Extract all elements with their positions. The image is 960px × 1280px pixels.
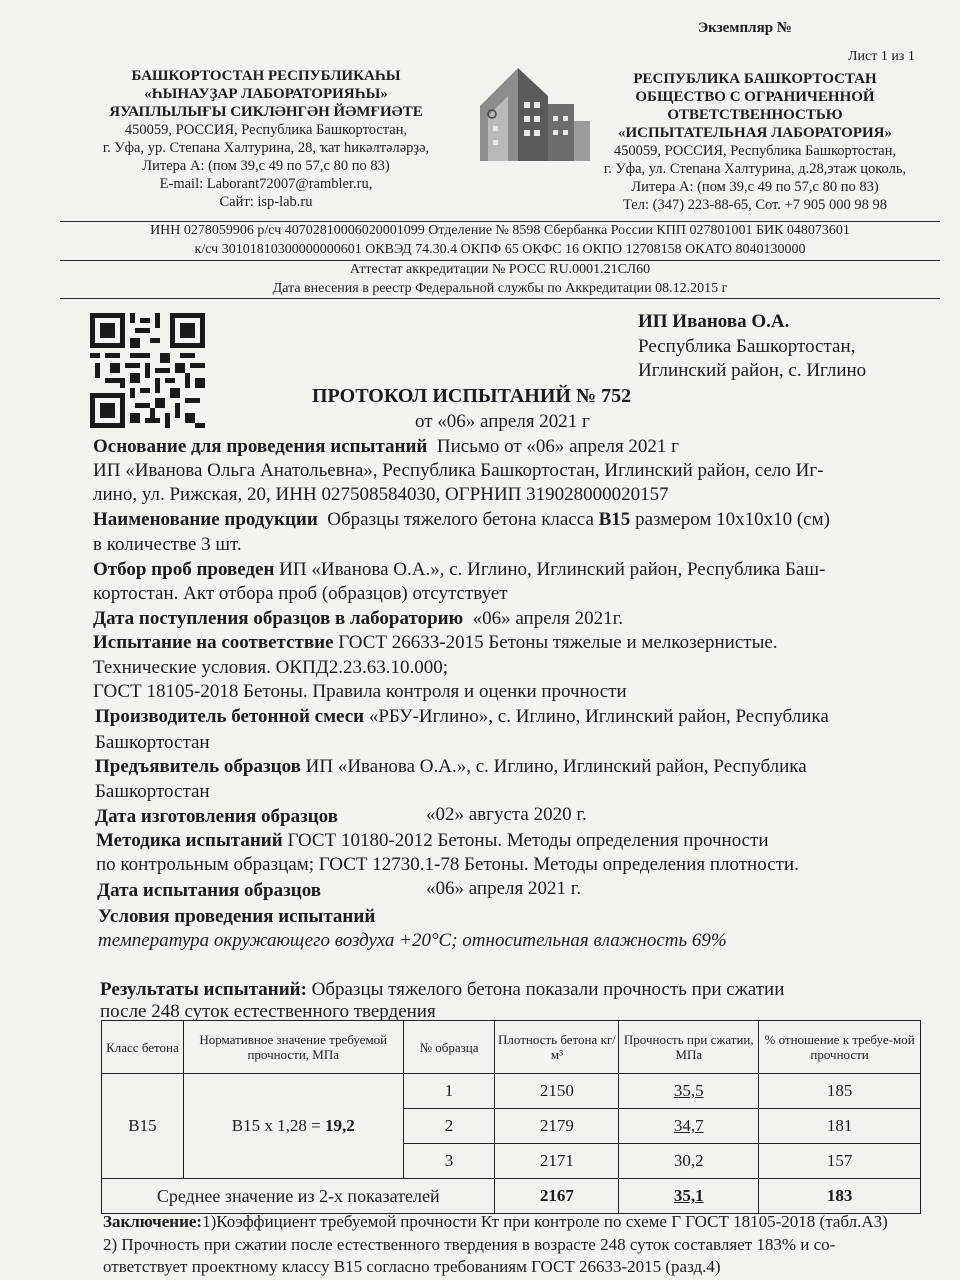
left-header: [60, 67, 472, 211]
average-percent: 183: [759, 1179, 921, 1214]
product-value-a: Образцы тяжелого бетона класса: [327, 509, 594, 530]
sample-density: 2171: [495, 1144, 619, 1179]
bank-details-2: к/сч 30101810300000000601 ОКВЭД 74.30.4 ОКПФ 65 ОКФС 16 ОКПО 12708158 ОКАТО 8040130000: [194, 242, 806, 257]
test-date-value: «06» апреля 2021 г.: [426, 878, 582, 899]
table-row: [102, 1074, 921, 1109]
left-address-3: Литера А: (пом 39,с 49 по 57,с 80 по 83): [142, 158, 390, 174]
results-label: Результаты испытаний:: [100, 979, 307, 1000]
basis-line-3: лино, ул. Рижская, 20, ИНН 027508584030, ОГРНИП 319028000020157: [93, 484, 669, 505]
conformity-value: ГОСТ 26633-2015 Бетоны тяжелые и мелкозернистые.: [338, 632, 778, 653]
right-name-2: ОБЩЕСТВО С ОГРАНИЧЕННОЙ: [635, 89, 875, 105]
results-table: [101, 1020, 921, 1214]
product-class: B15: [598, 509, 631, 530]
norm-formula: B15 x 1,28 =: [231, 1116, 321, 1135]
left-name-3: ЯУАПЛЫЛЫҒЫ СИКЛӘНГӘН ЙӘМҒИӘТЕ: [109, 104, 423, 120]
conformity-label: Испытание на соответствие: [93, 632, 334, 653]
sample-number: 1: [403, 1074, 495, 1109]
basis-line-2: ИП «Иванова Ольга Анатольевна», Республика Башкортостан, Иглинский район, село Иг-: [93, 460, 824, 481]
conclusion-line-3: ответствует проектному классу B15 согласно требованиям ГОСТ 26633-2015 (разд.4): [103, 1257, 721, 1276]
header-density: Плотность бетона кг/м³: [495, 1021, 619, 1074]
arrival-value: «06» апреля 2021г.: [472, 608, 624, 629]
method-line-2: по контрольным образцам; ГОСТ 12730.1-78 Бетоны. Методы определения плотности.: [96, 854, 799, 875]
protocol-title: ПРОТОКОЛ ИСПЫТАНИЙ № 752: [312, 385, 632, 407]
method-label: Методика испытаний: [96, 830, 283, 851]
sample-density: 2179: [495, 1109, 619, 1144]
right-address-3: Литера А: (пом 39,с 49 по 57,с 80 по 83): [631, 179, 879, 195]
sample-percent: 185: [759, 1074, 921, 1109]
bank-divider: [60, 260, 940, 261]
sample-strength: 35,5: [619, 1074, 759, 1109]
conclusion-line-2: 2) Прочность при сжатии после естественного твердения в возрасте 248 суток составляет 183% и со-: [103, 1235, 836, 1254]
header-percent: % отношение к требуе-мой прочности: [759, 1021, 921, 1074]
left-email: E-mail: Laborant72007@rambler.ru,: [159, 176, 373, 192]
qr-code-icon: [90, 313, 205, 428]
sample-percent: 181: [759, 1109, 921, 1144]
method-value: ГОСТ 10180-2012 Бетоны. Методы определения прочности: [287, 830, 769, 851]
average-strength: 35,1: [619, 1179, 759, 1214]
basis-line: [93, 435, 679, 459]
made-date-value: «02» августа 2020 г.: [426, 804, 587, 825]
arrival-label: Дата поступления образцов в лабораторию: [93, 608, 464, 629]
copy-number-label: Экземпляр №: [698, 20, 792, 36]
sample-density: 2150: [495, 1074, 619, 1109]
maker-line-2: Башкортостан: [95, 732, 210, 753]
accreditation-divider: [60, 298, 940, 299]
sample-strength: 34,7: [619, 1109, 759, 1144]
header-strength: Прочность при сжатии, МПа: [619, 1021, 759, 1074]
sheet-number: Лист 1 из 1: [848, 49, 915, 64]
norm-value-cell: [183, 1074, 403, 1179]
header-sample-number: № образца: [403, 1021, 495, 1074]
recipient-line-2: Иглинский район, с. Иглино: [638, 360, 867, 381]
bank-details-1: ИНН 0278059906 р/сч 40702810006020001099 Отделение № 8598 Сбербанка России КПП 027801001 БИК 048073601: [150, 223, 850, 238]
product-value-b: размером 10х10х10 (см): [635, 509, 830, 530]
test-date-label: Дата испытания образцов: [97, 880, 321, 901]
right-header: [560, 70, 950, 214]
maker-label: Производитель бетонной смеси: [95, 706, 365, 727]
sample-number: 2: [403, 1109, 495, 1144]
sampling-value: ИП «Иванова О.А.», с. Иглино, Иглинский район, Республика Баш-: [279, 559, 826, 580]
average-label: Среднее значение из 2-х показателей: [102, 1179, 495, 1214]
basis-value: Письмо от «06» апреля 2021 г: [436, 436, 679, 457]
header-norm: Нормативное значение требуемой прочности, МПа: [183, 1021, 403, 1074]
right-name-4: «ИСПЫТАТЕЛЬНАЯ ЛАБОРАТОРИЯ»: [617, 125, 893, 141]
sample-number: 3: [403, 1144, 495, 1179]
submitter-line: [95, 755, 807, 779]
made-date-label: Дата изготовления образцов: [95, 806, 338, 827]
results-line: [100, 978, 784, 1002]
left-name-1: БАШКОРТОСТАН РЕСПУБЛИКАҺЫ: [131, 68, 401, 84]
header-class: Класс бетона: [102, 1021, 184, 1074]
conditions-value: температура окружающего воздуха +20°С; относительная влажность 69%: [98, 930, 727, 951]
left-site: Сайт: isp-lab.ru: [219, 194, 313, 210]
right-address-1: 450059, РОССИЯ, Республика Башкортостан,: [613, 143, 897, 159]
product-line-2: в количестве 3 шт.: [93, 534, 242, 555]
concrete-class-cell: B15: [102, 1074, 184, 1179]
conclusion-label: Заключение:: [103, 1212, 203, 1231]
norm-result: 19,2: [324, 1116, 355, 1135]
recipient-name: ИП Иванова О.А.: [638, 311, 790, 332]
right-address-2: г. Уфа, ул. Степана Халтурина, д.28,этаж цоколь,: [603, 161, 907, 177]
average-row: [102, 1179, 921, 1214]
basis-label: Основание для проведения испытаний: [93, 436, 428, 457]
product-line: [93, 508, 830, 532]
submitter-label: Предъявитель образцов: [95, 756, 301, 777]
sample-strength: 30,2: [619, 1144, 759, 1179]
accreditation-date: Дата внесения в реестр Федеральной службы по Аккредитации 08.12.2015 г: [272, 281, 728, 296]
sampling-line: [93, 558, 825, 582]
method-line: [96, 829, 769, 853]
protocol-date: от «06» апреля 2021 г: [415, 411, 590, 432]
left-name-2: «ҺЫНАУҘАР ЛАБОРАТОРИЯҺЫ»: [144, 86, 388, 102]
accreditation: Аттестат аккредитации № РОСС RU.0001.21СЛ60: [349, 262, 651, 277]
recipient-line-1: Республика Башкортостан,: [638, 336, 856, 357]
arrival-line: [93, 607, 623, 631]
sampling-line-2: кортостан. Акт отбора проб (образцов) отсутствует: [93, 583, 508, 604]
right-phone: Тел: (347) 223-88-65, Сот. +7 905 000 98 98: [623, 197, 887, 213]
average-density: 2167: [495, 1179, 619, 1214]
table-header-row: [102, 1021, 921, 1074]
sample-percent: 157: [759, 1144, 921, 1179]
left-address-2: г. Уфа, ур. Степана Халтурина, 28, ҡат һикәлтәләрҙә,: [102, 140, 430, 156]
conformity-line-3: ГОСТ 18105-2018 Бетоны. Правила контроля и оценки прочности: [93, 681, 627, 702]
right-name-3: ОТВЕТСТВЕННОСТЬЮ: [667, 107, 843, 123]
header-divider: [60, 221, 940, 222]
results-value: Образцы тяжелого бетона показали прочность при сжатии: [311, 979, 785, 1000]
submitter-line-2: Башкортостан: [95, 781, 210, 802]
maker-line: [95, 705, 829, 729]
conclusion-line-1: [103, 1211, 888, 1233]
conclusion-text-1: 1)Коэффициент требуемой прочности Кт при контроле по схеме Г ГОСТ 18105-2018 (табл.А3): [202, 1212, 888, 1231]
left-address-1: 450059, РОССИЯ, Республика Башкортостан,: [124, 122, 408, 138]
maker-value: «РБУ-Иглино», с. Иглино, Иглинский район, Республика: [368, 706, 829, 727]
sampling-label: Отбор проб проведен: [93, 559, 275, 580]
submitter-value: ИП «Иванова О.А.», с. Иглино, Иглинский район, Республика: [305, 756, 807, 777]
conformity-line: [93, 631, 778, 655]
conditions-label: Условия проведения испытаний: [98, 906, 376, 927]
conformity-line-2: Технические условия. ОКПД2.23.63.10.000;: [93, 657, 449, 678]
right-name-1: РЕСПУБЛИКА БАШКОРТОСТАН: [633, 71, 877, 87]
results-line-2: после 248 суток естественного твердения: [100, 1001, 436, 1022]
product-label: Наименование продукции: [93, 509, 318, 530]
